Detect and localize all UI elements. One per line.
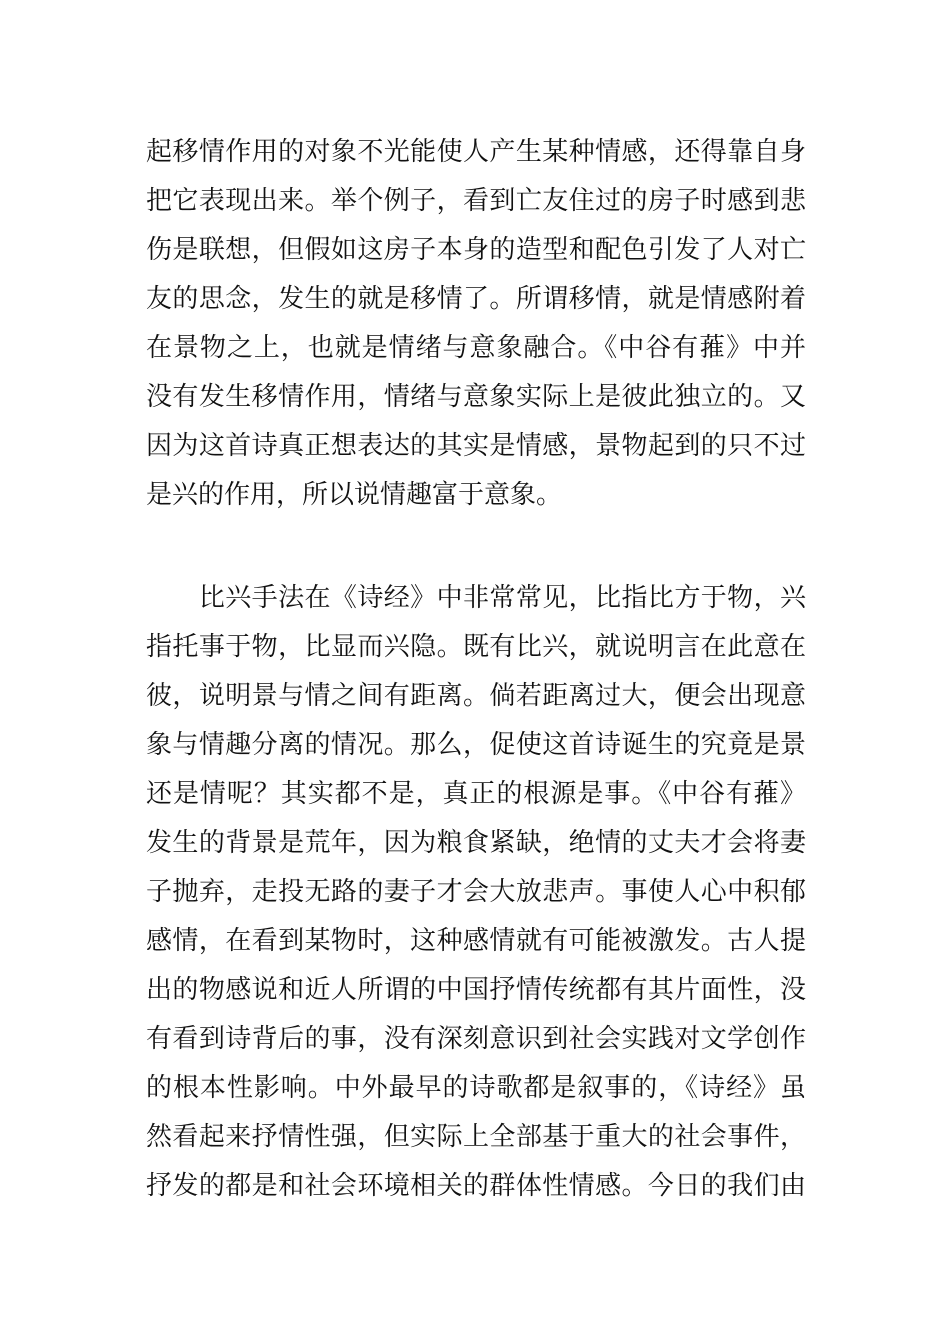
text-line: 指托事于物，比显而兴隐。既有比兴，就说明言在此意在 (146, 632, 806, 662)
text-line: 出的物感说和近人所谓的中国抒情传统都有其片面性，没 (146, 975, 806, 1005)
text-line: 起移情作用的对象不光能使人产生某种情感，还得靠自身 (146, 137, 806, 167)
text-line: 还是情呢？其实都不是，真正的根源是事。《中谷有蓷》 (146, 779, 806, 809)
text-line: 抒发的都是和社会环境相关的群体性情感。今日的我们由 (146, 1171, 806, 1201)
text-line: 在景物之上，也就是情绪与意象融合。《中谷有蓷》中并 (146, 333, 806, 363)
text-line: 感情，在看到某物时，这种感情就有可能被激发。古人提 (146, 926, 806, 956)
text-line: 因为这首诗真正想表达的其实是情感，景物起到的只不过 (146, 431, 806, 461)
text-line: 子抛弃，走投无路的妻子才会大放悲声。事使人心中积郁 (146, 877, 806, 907)
text-line: 是兴的作用，所以说情趣富于意象。 (146, 480, 563, 510)
text-line: 没有发生移情作用，情绪与意象实际上是彼此独立的。又 (146, 382, 806, 412)
text-line: 象与情趣分离的情况。那么，促使这首诗诞生的究竟是景 (146, 730, 806, 760)
text-line: 比兴手法在《诗经》中非常常见，比指比方于物，兴 (146, 583, 806, 613)
paragraph-1 (146, 128, 806, 520)
text-line: 伤是联想，但假如这房子本身的造型和配色引发了人对亡 (146, 235, 806, 265)
paragraph-2 (146, 574, 806, 1211)
text-line: 有看到诗背后的事，没有深刻意识到社会实践对文学创作 (146, 1024, 806, 1054)
text-line: 友的思念，发生的就是移情了。所谓移情，就是情感附着 (146, 284, 806, 314)
text-line: 彼，说明景与情之间有距离。倘若距离过大，便会出现意 (146, 681, 806, 711)
text-line: 发生的背景是荒年，因为粮食紧缺，绝情的丈夫才会将妻 (146, 828, 806, 858)
text-line: 然看起来抒情性强，但实际上全部基于重大的社会事件， (146, 1122, 806, 1152)
text-line: 把它表现出来。举个例子，看到亡友住过的房子时感到悲 (146, 186, 806, 216)
text-line: 的根本性影响。中外最早的诗歌都是叙事的，《诗经》虽 (146, 1073, 806, 1103)
